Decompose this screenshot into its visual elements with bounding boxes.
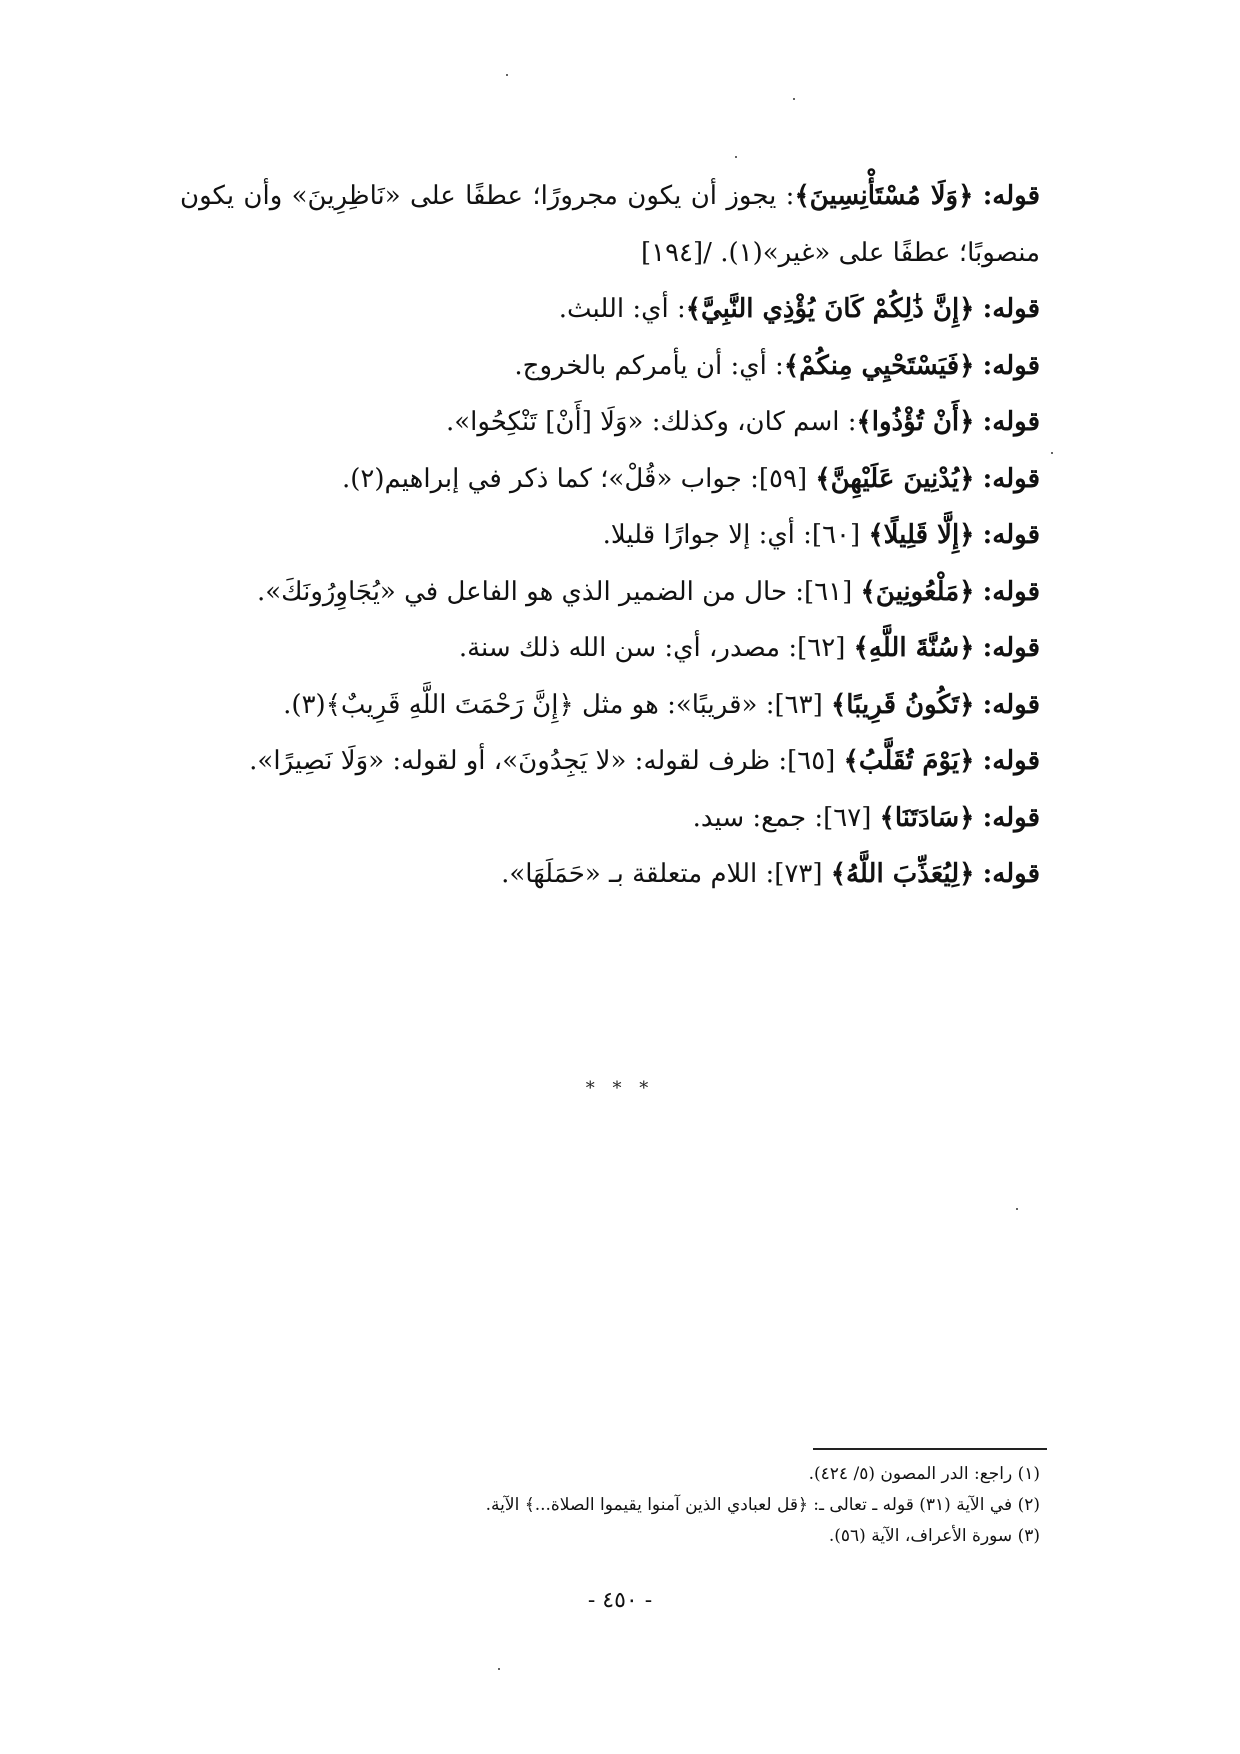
entry [180,338,1040,395]
quran-quote: ﴿مَلْعُونِينَ﴾ [860,576,975,607]
entry-text: [٦٧]: جمع: سيد. [692,802,880,833]
footnote: (٢) في الآية (٣١) قوله ـ تعالى ـ: ﴿قل لعبادي الذين آمنوا يقيموا الصلاة...﴾ الآية. [485,1495,1040,1515]
entry-label: قوله: [982,463,1040,494]
entry-text: : اسم كان، وكذلك: «وَلَا [أَنْ] تَنْكِحُوا». [445,407,857,437]
entry [180,281,1040,338]
entry-label: قوله: [982,746,1040,776]
quran-quote: ﴿فَيَسْتَحْيِي مِنكُمْ﴾ [783,350,975,381]
entry-label: قوله: [982,181,1041,211]
entry-text: : يجوز أن يكون مجرورًا؛ عطفًا على «نَاظِرِينَ» وأن يكون منصوبًا؛ عطفًا على «غير»(١). /[١٩٤] [180,181,1040,268]
entry-label: قوله: [982,576,1040,607]
quran-quote: ﴿إِنَّ ذَٰلِكُمْ كَانَ يُؤْذِي النَّبِيَّ﴾ [685,294,975,324]
entry [180,394,1040,451]
entry-text: [٦٠]: أي: إلا جوارًا قليلا. [602,520,869,550]
entry [180,620,1040,677]
entry-label: قوله: [982,294,1040,324]
quran-quote: ﴿سَادَتَنَا﴾ [879,802,975,833]
quran-quote: ﴿أَنْ تُؤْذُوا﴾ [856,407,975,437]
entry-text: [٧٣]: اللام متعلقة بـ «حَمَلَهَا». [501,859,831,889]
quran-quote: ﴿لِيُعَذِّبَ اللَّهُ﴾ [830,859,975,889]
entry-text: [٦٣]: «قريبًا»: هو مثل ﴿إِنَّ رَحْمَتَ اللَّهِ قَرِيبٌ﴾(٣). [283,689,831,720]
entry [180,451,1040,508]
footnote-divider [813,1448,1047,1450]
entry [180,790,1040,847]
entry [180,846,1040,903]
scan-speck [506,74,508,76]
entry-text: : أي: أن يأمركم بالخروج. [514,350,784,381]
entry-label: قوله: [982,802,1040,833]
quran-quote: ﴿يُدْنِينَ عَلَيْهِنَّ﴾ [815,463,975,494]
page-number: - ٤٥٠ - [587,1588,653,1613]
entry [180,677,1040,734]
scan-speck [1016,1208,1018,1210]
quran-quote: ﴿يَوْمَ تُقَلَّبُ﴾ [843,746,975,776]
quran-quote: ﴿وَلَا مُسْتَأْنِسِينَ﴾ [794,181,974,211]
entry-text: [٦٢]: مصدر، أي: سن الله ذلك سنة. [458,633,854,663]
scan-speck [735,156,737,158]
entry-label: قوله: [982,407,1040,437]
entry [180,507,1040,564]
entry-label: قوله: [982,633,1040,663]
scan-speck [498,1668,500,1670]
scan-speck [1051,452,1053,454]
footnote: (٣) سورة الأعراف، الآية (٥٦). [828,1526,1040,1546]
footnotes [180,1459,1040,1552]
entry-text: [٥٩]: جواب «قُلْ»؛ كما ذكر في إبراهيم(٢). [341,463,816,494]
quran-quote: ﴿سُنَّةَ اللَّهِ﴾ [853,633,975,663]
section-separator: * * * [585,1078,655,1099]
quran-quote: ﴿إِلَّا قَلِيلًا﴾ [868,520,975,550]
main-text [180,168,1040,903]
entry-text: [٦٥]: ظرف لقوله: «لا يَجِدُونَ»، أو لقوله: «وَلَا نَصِيرًا». [249,746,844,776]
entry [180,733,1040,790]
scan-speck [793,98,795,100]
entry-text: [٦١]: حال من الضمير الذي هو الفاعل في «يُجَاوِرُونَكَ». [257,576,861,607]
entry [180,168,1040,281]
quran-quote: ﴿تَكُونُ قَرِيبًا﴾ [830,689,975,720]
entry-label: قوله: [982,859,1040,889]
footnote: (١) راجع: الدر المصون (٥/ ٤٢٤). [808,1464,1040,1484]
entry-label: قوله: [982,350,1040,381]
entry [180,564,1040,621]
entry-label: قوله: [982,689,1040,720]
entry-text: : أي: اللبث. [558,294,686,324]
entry-label: قوله: [982,520,1040,550]
